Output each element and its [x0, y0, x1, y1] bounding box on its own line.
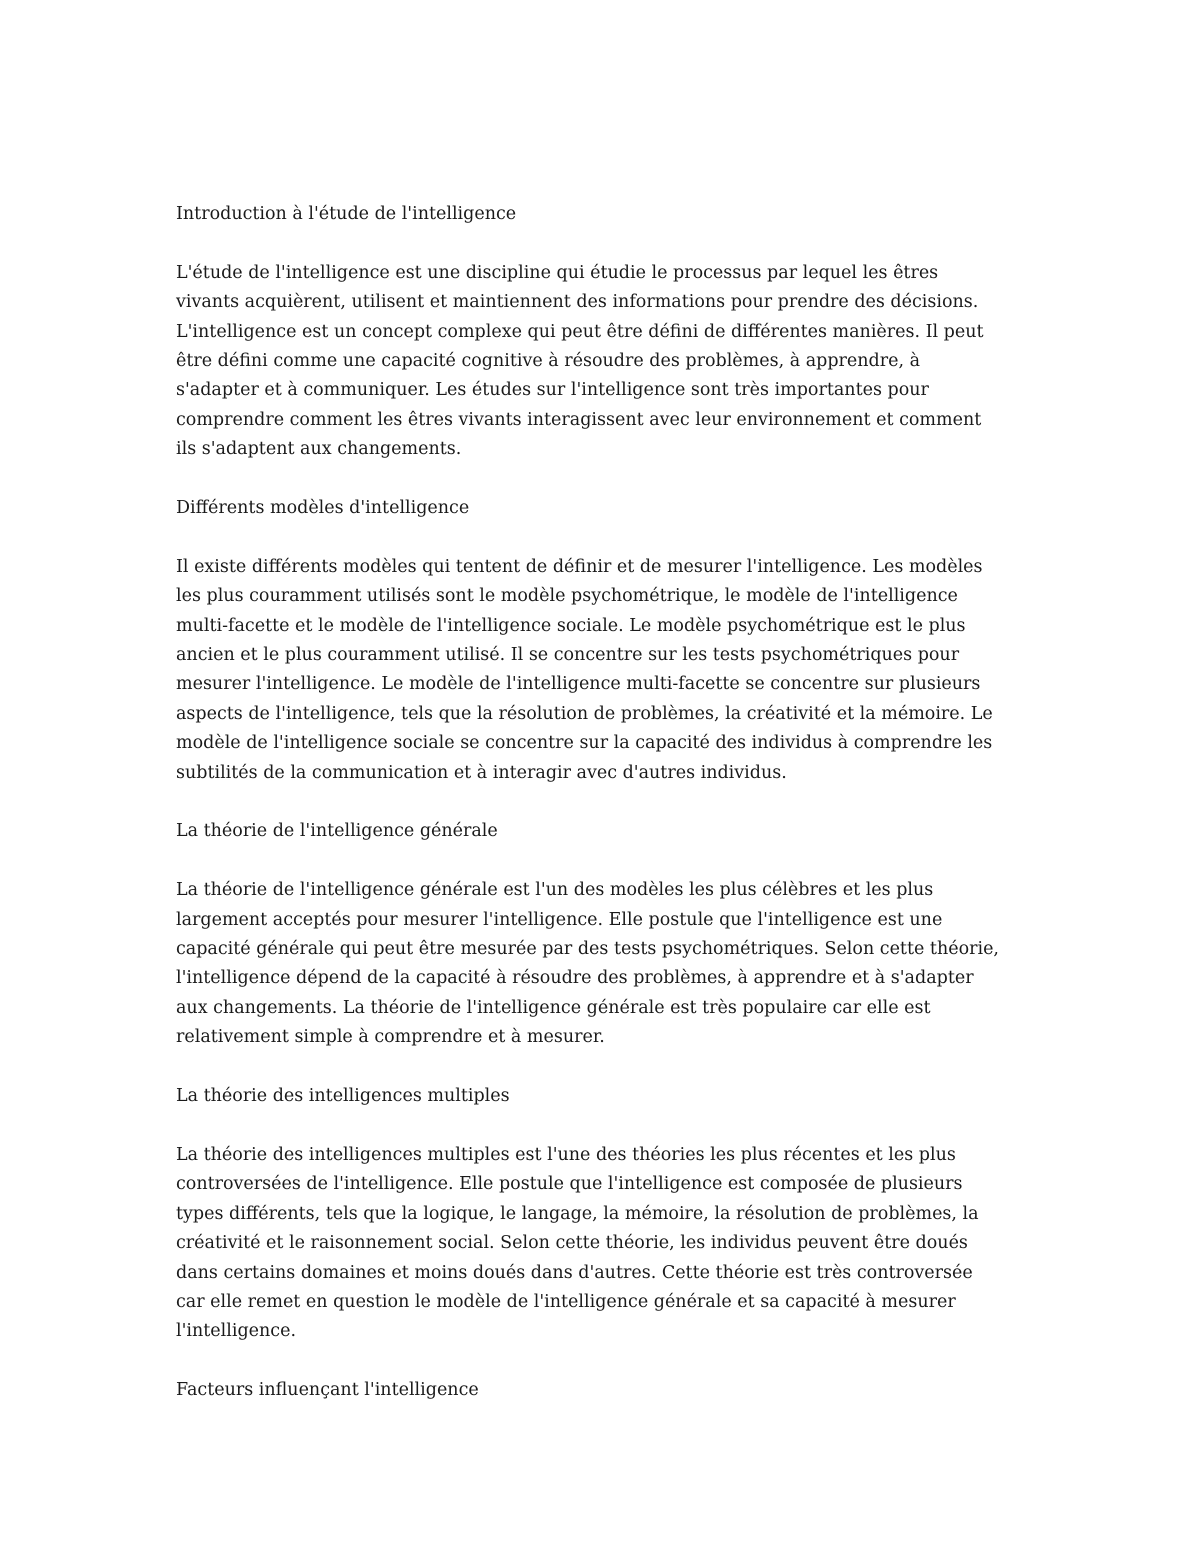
paragraph-line: être défini comme une capacité cognitive à résoudre des problèmes, à apprendre, à	[176, 351, 921, 372]
paragraph-line: La théorie de l'intelligence générale est l'un des modèles les plus célèbres et les plus	[176, 880, 934, 901]
section-heading-general-intelligence: La théorie de l'intelligence générale	[176, 821, 498, 842]
paragraph-line: L'intelligence est un concept complexe qui peut être défini de différentes manières. Il peut	[176, 321, 984, 342]
paragraph-line: comprendre comment les êtres vivants interagissent avec leur environnement et comment	[176, 409, 982, 430]
paragraph-line: mesurer l'intelligence. Le modèle de l'intelligence multi-facette se concentre sur plusieurs	[176, 674, 981, 695]
paragraph-line: Il existe différents modèles qui tentent de définir et de mesurer l'intelligence. Les modèles	[176, 556, 983, 577]
paragraph-line: les plus couramment utilisés sont le modèle psychométrique, le modèle de l'intelligence	[176, 586, 958, 607]
paragraph-line: relativement simple à comprendre et à mesurer.	[176, 1027, 605, 1048]
paragraph-line: L'étude de l'intelligence est une discipline qui étudie le processus par lequel les êtres	[176, 262, 939, 283]
section-heading-multiple-intelligences: La théorie des intelligences multiples	[176, 1086, 510, 1107]
paragraph-line: l'intelligence dépend de la capacité à résoudre des problèmes, à apprendre et à s'adapter	[176, 968, 974, 989]
section-heading-factors: Facteurs influençant l'intelligence	[176, 1380, 479, 1401]
paragraph-line: modèle de l'intelligence sociale se concentre sur la capacité des individus à comprendre les	[176, 733, 993, 754]
paragraph-line: ancien et le plus couramment utilisé. Il se concentre sur les tests psychométriques pour	[176, 645, 960, 666]
paragraph-line: types différents, tels que la logique, le langage, la mémoire, la résolution de problèmes, la	[176, 1203, 979, 1224]
section-paragraph-introduction	[176, 259, 1026, 465]
paragraph-line: car elle remet en question le modèle de l'intelligence générale et sa capacité à mesurer	[176, 1291, 956, 1312]
paragraph-line: subtilités de la communication et à interagir avec d'autres individus.	[176, 762, 787, 783]
paragraph-line: multi-facette et le modèle de l'intelligence sociale. Le modèle psychométrique est le plus	[176, 615, 966, 636]
paragraph-line: controversées de l'intelligence. Elle postule que l'intelligence est composée de plusieurs	[176, 1174, 963, 1195]
section-heading-models: Différents modèles d'intelligence	[176, 498, 470, 519]
paragraph-line: ils s'adaptent aux changements.	[176, 439, 462, 460]
section-paragraph-models	[176, 553, 1026, 788]
paragraph-line: capacité générale qui peut être mesurée par des tests psychométriques. Selon cette théorie,	[176, 939, 999, 960]
paragraph-line: créativité et le raisonnement social. Selon cette théorie, les individus peuvent être doués	[176, 1233, 968, 1254]
paragraph-line: l'intelligence.	[176, 1321, 297, 1342]
paragraph-line: La théorie des intelligences multiples est l'une des théories les plus récentes et les plus	[176, 1144, 956, 1165]
paragraph-line: dans certains domaines et moins doués dans d'autres. Cette théorie est très controversée	[176, 1262, 973, 1283]
paragraph-line: largement acceptés pour mesurer l'intelligence. Elle postule que l'intelligence est une	[176, 909, 943, 930]
paragraph-line: aux changements. La théorie de l'intelligence générale est très populaire car elle est	[176, 997, 931, 1018]
section-heading-introduction: Introduction à l'étude de l'intelligence	[176, 204, 517, 224]
paragraph-line: s'adapter et à communiquer. Les études sur l'intelligence sont très importantes pour	[176, 380, 929, 401]
section-paragraph-general-intelligence	[176, 876, 1026, 1052]
document-body	[176, 200, 1026, 1435]
section-paragraph-multiple-intelligences	[176, 1141, 1026, 1347]
paragraph-line: aspects de l'intelligence, tels que la résolution de problèmes, la créativité et la mémoire. Le	[176, 703, 993, 724]
paragraph-line: vivants acquièrent, utilisent et maintiennent des informations pour prendre des décisions.	[176, 292, 979, 313]
